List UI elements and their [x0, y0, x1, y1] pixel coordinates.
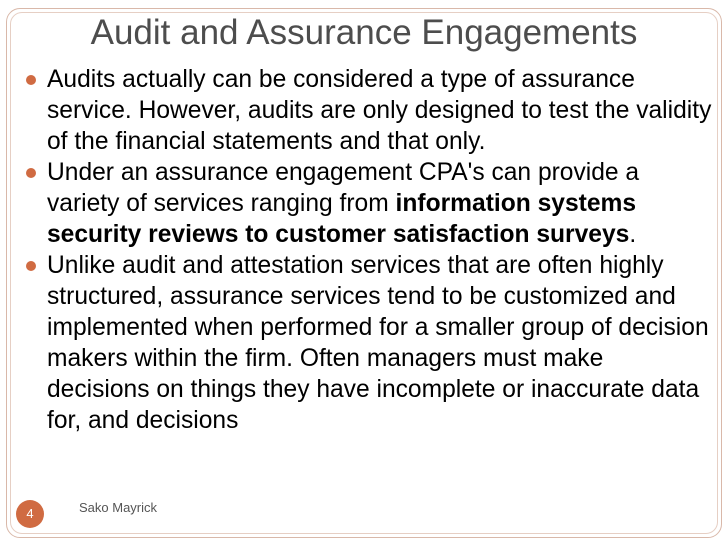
footer-author: Sako Mayrick — [79, 500, 158, 515]
slide-number-badge: 4 — [16, 500, 44, 528]
slide-body — [22, 64, 712, 436]
bullet-text: Unlike audit and attestation services that are often highly structured, assurance services tend to be customized and implemented when performed for a smaller group of decision makers within the firm. Often managers must make decisions on things they have incomplete or inaccurate data for, and decisions — [47, 252, 709, 434]
bullet-text — [47, 157, 712, 250]
bullet-dot-icon — [26, 261, 36, 271]
bullet-dot-icon — [26, 75, 36, 85]
slide-title: Audit and Assurance Engagements — [90, 13, 638, 52]
bullet-text-bold: information systems security reviews to customer satisfaction surveys — [47, 190, 637, 248]
bullet-text-after: . — [629, 221, 637, 248]
bullet-item — [22, 250, 712, 436]
bullet-text: Audits actually can be considered a type of assurance service. However, audits are only designed to test the validity of the financial statements and that only. — [47, 66, 712, 155]
bullet-text-before: Under an assurance engagement CPA's can provide a variety of services ranging from — [47, 159, 640, 217]
bullet-item — [22, 157, 712, 250]
bullet-item — [22, 64, 712, 157]
bullet-dot-icon — [26, 168, 36, 178]
